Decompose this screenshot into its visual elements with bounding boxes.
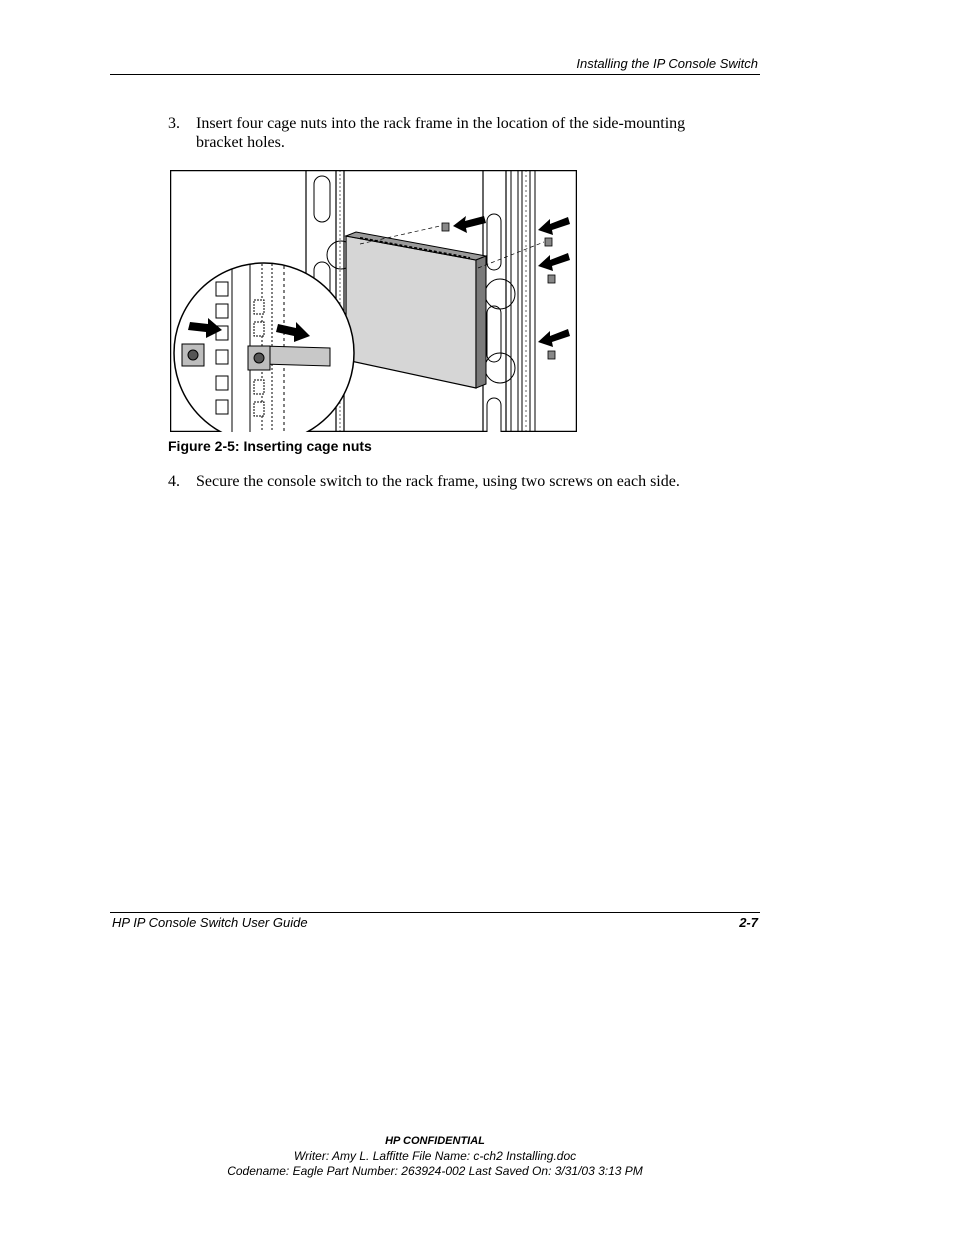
step-number: 4. [168,473,180,490]
console-switch-unit [346,232,486,388]
footer-guide-title: HP IP Console Switch User Guide [112,915,308,930]
confidential-writer-line: Writer: Amy L. Laffitte File Name: c-ch2 Installing.doc [293,1149,577,1163]
page-number: 2-7 [739,915,758,930]
figure-inserting-cage-nuts [170,170,577,432]
step-text [196,114,685,152]
confidential-label: HP CONFIDENTIAL [385,1135,485,1147]
step-line-2: bracket holes. [196,134,285,151]
step-number: 3. [168,115,180,132]
rack-illustration [170,170,577,432]
step-line-1: Insert four cage nuts into the rack frame in the location of the side-mounting [196,115,686,132]
header-rule [110,74,760,75]
step-line-1: Secure the console switch to the rack frame, using two screws on each side. [196,473,680,490]
figure-caption: Figure 2-5: Inserting cage nuts [168,438,372,454]
running-header: Installing the IP Console Switch [576,56,758,71]
step-text [196,472,680,491]
confidential-codename-line: Codename: Eagle Part Number: 263924-002 Last Saved On: 3/31/03 3:13 PM [227,1164,643,1178]
footer-rule [110,912,760,913]
